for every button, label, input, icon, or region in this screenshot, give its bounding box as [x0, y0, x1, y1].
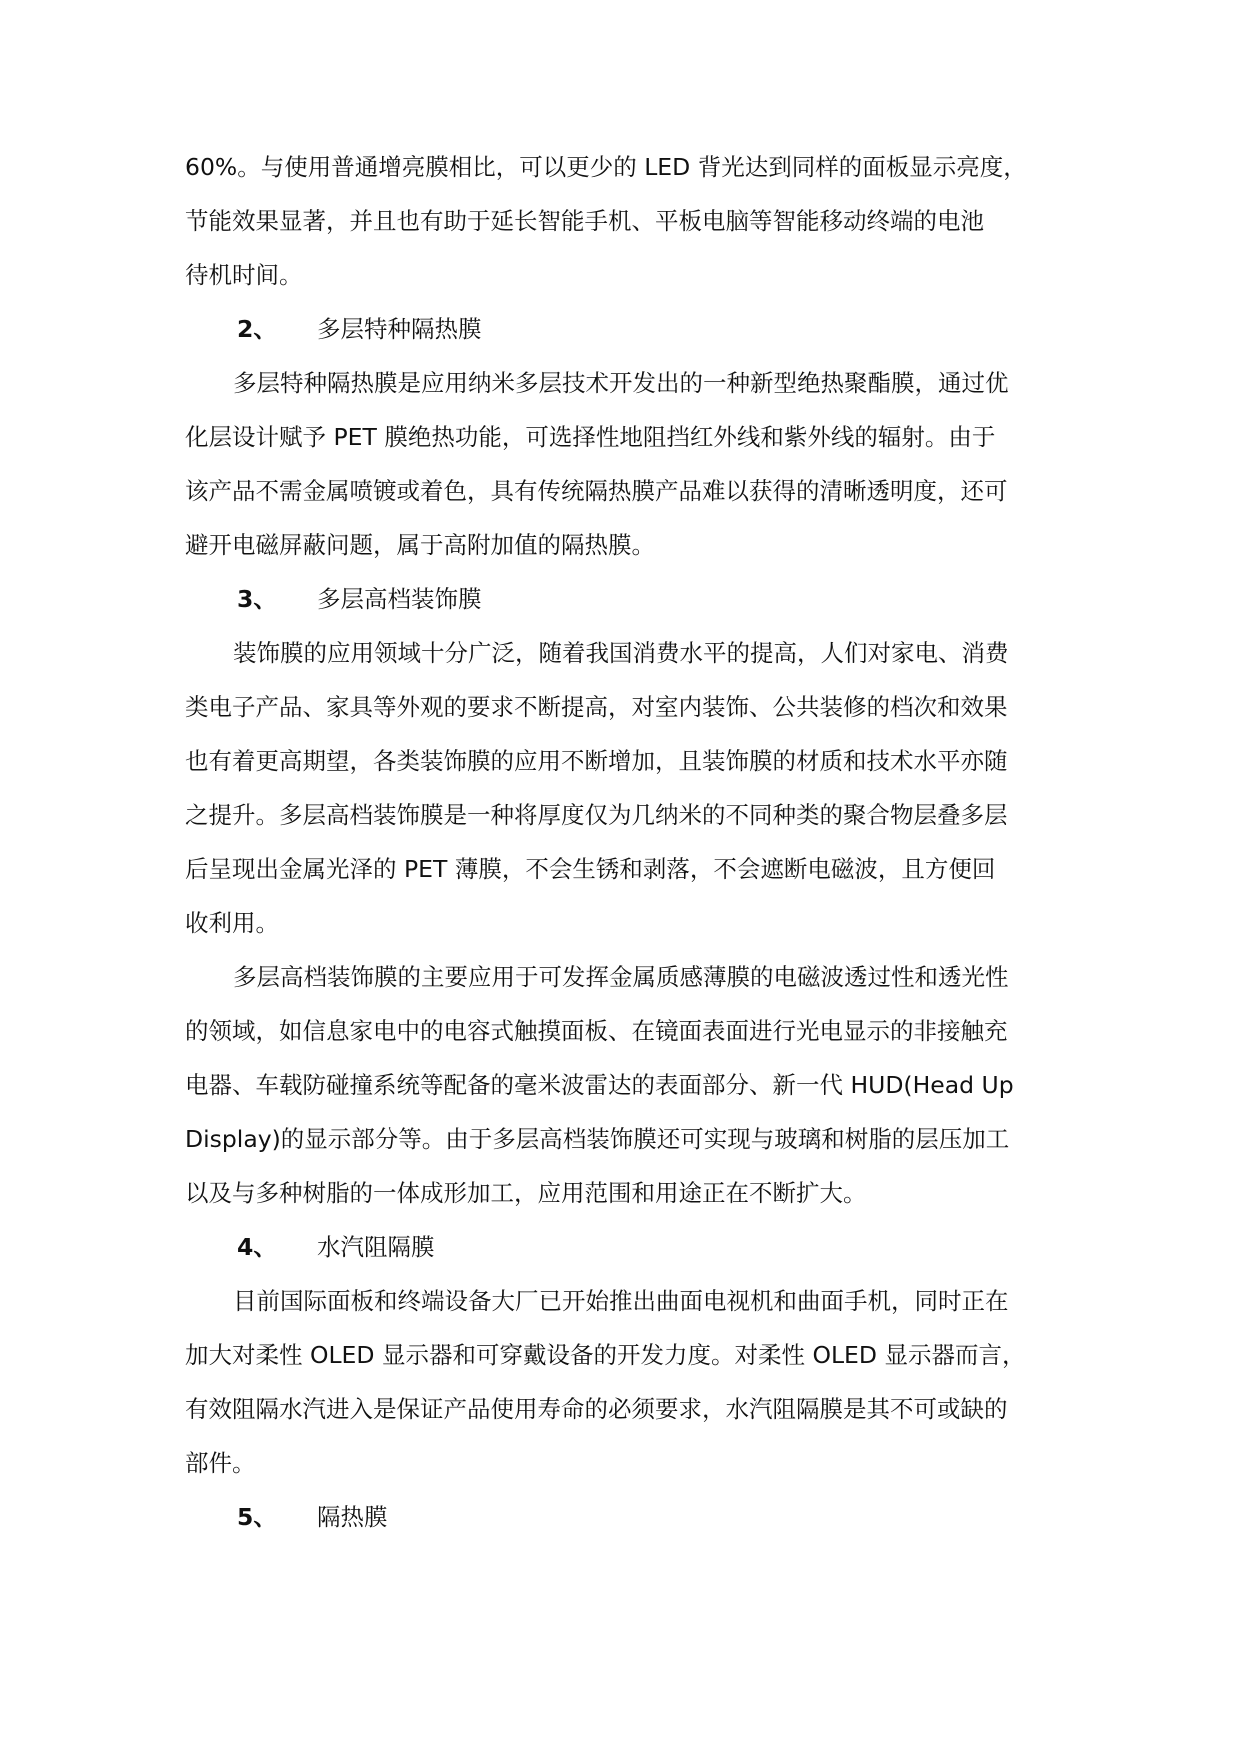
- heading-number: 5、: [237, 1503, 277, 1531]
- text-line: 有效阻隔水汽进入是保证产品使用寿命的必须要求，水汽阻隔膜是其不可或缺的: [185, 1395, 1008, 1423]
- heading-title: 隔热膜: [317, 1503, 388, 1531]
- text-line: 多层高档装饰膜的主要应用于可发挥金属质感薄膜的电磁波透过性和透光性: [233, 963, 1009, 991]
- heading-number: 4、: [237, 1233, 277, 1261]
- paragraph-decorative-film: [185, 626, 1055, 950]
- text-line: 以及与多种树脂的一体成形加工，应用范围和用途正在不断扩大。: [185, 1179, 867, 1207]
- text-line: 加大对柔性 OLED 显示器和可穿戴设备的开发力度。对柔性 OLED 显示器而言，: [185, 1341, 1026, 1369]
- heading-title: 水汽阻隔膜: [317, 1233, 435, 1261]
- text-line: 装饰膜的应用领域十分广泛，随着我国消费水平的提高，人们对家电、消费: [233, 639, 1009, 667]
- paragraph-led-intro: [185, 140, 1055, 302]
- paragraph-heat-insulation: [185, 356, 1055, 572]
- text-line: 待机时间。: [185, 261, 303, 289]
- text-line: 该产品不需金属喷镀或着色，具有传统隔热膜产品难以获得的清晰透明度，还可: [185, 477, 1008, 505]
- text-line: 后呈现出金属光泽的 PET 薄膜，不会生锈和剥落，不会遮断电磁波，且方便回: [185, 855, 996, 883]
- heading-number: 2、: [237, 315, 277, 343]
- text-line: 避开电磁屏蔽问题，属于高附加值的隔热膜。: [185, 531, 655, 559]
- text-line: 类电子产品、家具等外观的要求不断提高，对室内装饰、公共装修的档次和效果: [185, 693, 1008, 721]
- text-line: 多层特种隔热膜是应用纳米多层技术开发出的一种新型绝热聚酯膜，通过优: [233, 369, 1009, 397]
- heading-title: 多层特种隔热膜: [317, 315, 482, 343]
- text-line: 收利用。: [185, 909, 279, 937]
- section-heading-3: [185, 572, 1055, 626]
- text-line: Display)的显示部分等。由于多层高档装饰膜还可实现与玻璃和树脂的层压加工: [185, 1125, 1010, 1153]
- section-heading-5: [185, 1490, 1055, 1544]
- text-line: 60%。与使用普通增亮膜相比，可以更少的 LED 背光达到同样的面板显示亮度，: [185, 153, 1027, 181]
- heading-title: 多层高档装饰膜: [317, 585, 482, 613]
- section-heading-2: [185, 302, 1055, 356]
- paragraph-water-barrier: [185, 1274, 1055, 1490]
- text-line: 目前国际面板和终端设备大厂已开始推出曲面电视机和曲面手机，同时正在: [233, 1287, 1009, 1315]
- paragraph-decorative-applications: [185, 950, 1055, 1220]
- text-line: 部件。: [185, 1449, 256, 1477]
- text-line: 电器、车载防碰撞系统等配备的毫米波雷达的表面部分、新一代 HUD(Head Up: [185, 1071, 1014, 1099]
- heading-number: 3、: [237, 585, 277, 613]
- text-line: 也有着更高期望，各类装饰膜的应用不断增加，且装饰膜的材质和技术水平亦随: [185, 747, 1008, 775]
- section-heading-4: [185, 1220, 1055, 1274]
- text-line: 的领域，如信息家电中的电容式触摸面板、在镜面表面进行光电显示的非接触充: [185, 1017, 1008, 1045]
- text-line: 化层设计赋予 PET 膜绝热功能，可选择性地阻挡红外线和紫外线的辐射。由于: [185, 423, 996, 451]
- text-line: 节能效果显著，并且也有助于延长智能手机、平板电脑等智能移动终端的电池: [185, 207, 984, 235]
- text-line: 之提升。多层高档装饰膜是一种将厚度仅为几纳米的不同种类的聚合物层叠多层: [185, 801, 1008, 829]
